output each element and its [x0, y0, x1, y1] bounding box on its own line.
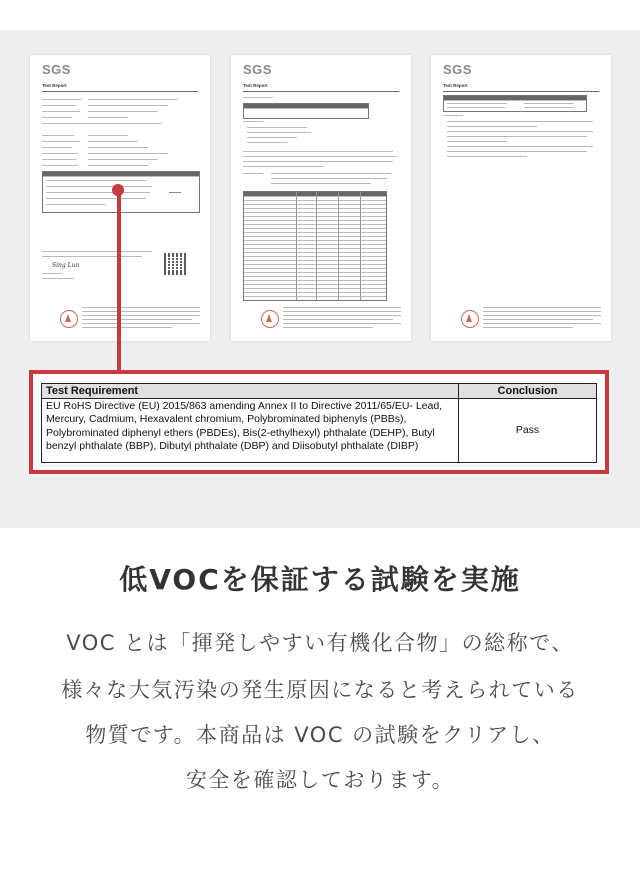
body-line-4: 安全を確認しております。	[185, 768, 455, 792]
body-line-1: VOC とは「揮発しやすい有機化合物」の総称で、	[66, 631, 574, 655]
page-headline: 低VOCを保証する試験を実施	[119, 563, 521, 596]
callout-connector-line	[117, 190, 121, 372]
conclusion-header: Conclusion	[459, 384, 597, 399]
test-report-page-1: SGS Test Report Sing Lun	[30, 55, 210, 341]
body-line-2: 様々な大気汚染の発生原因になると考えられている	[61, 678, 579, 702]
sgs-logo: SGS	[42, 62, 71, 77]
test-report-page-3	[431, 55, 611, 341]
report-title: Test Report	[42, 83, 67, 88]
report-title: Test Report	[443, 83, 468, 88]
sgs-logo: SGS	[443, 62, 472, 77]
test-requirement-table	[41, 383, 597, 463]
test-requirement-callout	[29, 370, 609, 474]
requirement-header: Test Requirement	[42, 384, 459, 399]
body-line-3: 物質です。本商品は VOC の試験をクリアし、	[85, 723, 555, 747]
test-report-page-2	[231, 55, 411, 341]
conclusion-value: Pass	[459, 399, 597, 463]
report-title: Test Report	[243, 83, 268, 88]
sgs-logo: SGS	[243, 62, 272, 77]
requirement-text: EU RoHS Directive (EU) 2015/863 amending Annex II to Directive 2011/65/EU- Lead, Mercury, Cadmium, Hexavalent chromium, Polybrominated biphenyls (PBBs), Polybrominated diphenyl ethers (PBDEs), Bis(2-ethylhexyl) phthalate (DEHP), Butyl benzyl phthalate (BBP), Dibutyl phthalate (DBP) and Diisobutyl phthalate (DIBP)	[42, 399, 459, 463]
